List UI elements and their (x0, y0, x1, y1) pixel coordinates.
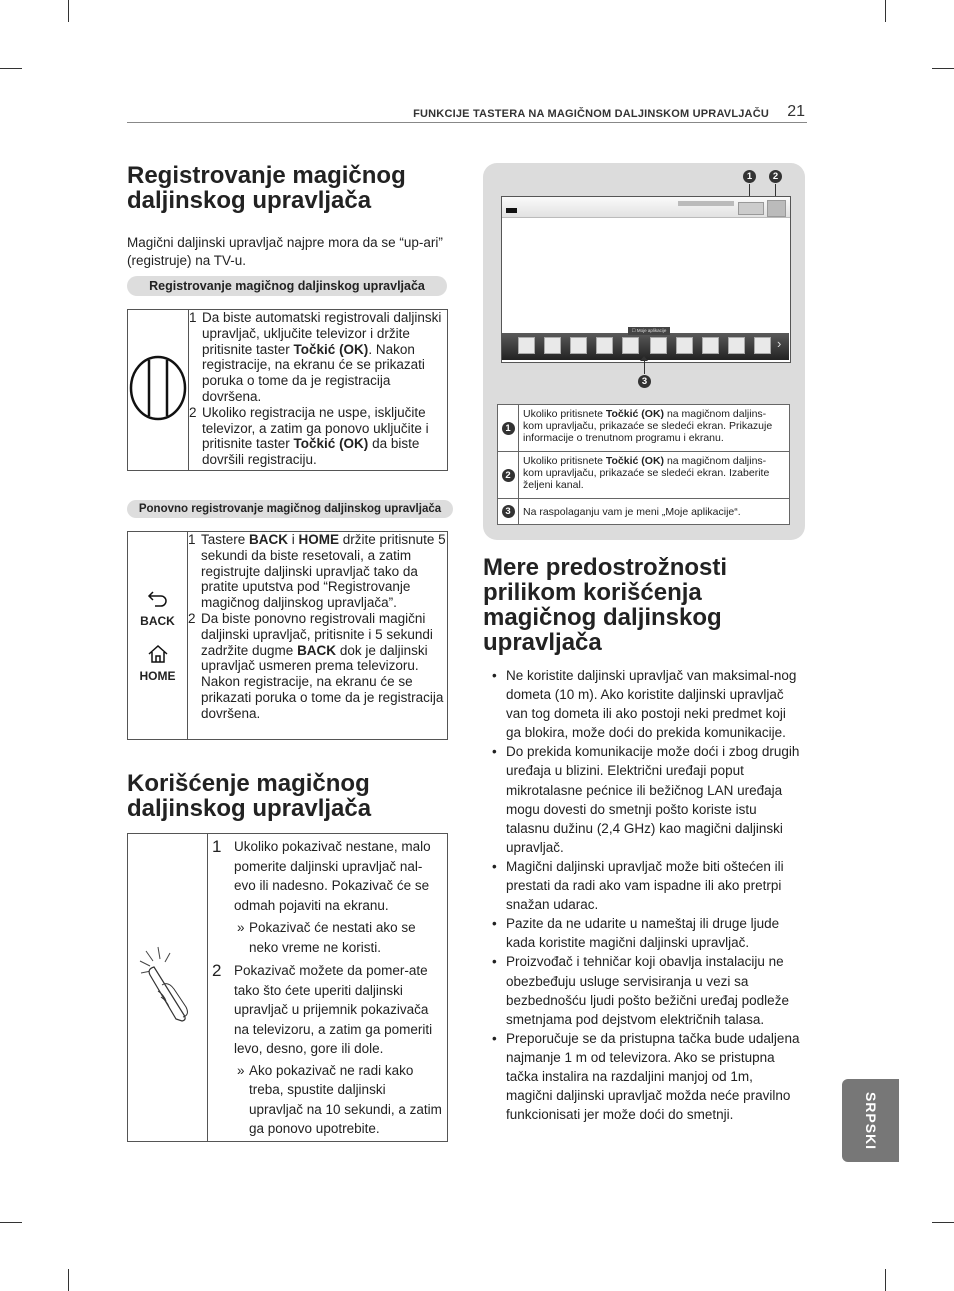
home-app-icon[interactable] (570, 337, 587, 354)
callout-1: 1 (743, 170, 756, 183)
screen-legend (497, 404, 790, 525)
usage-item-2-note: » Ako pokazivač ne radi kako treba, spustite daljinski upravljač na 10 sekundi, a zatim ga ponovo upotrebite. (237, 1062, 442, 1136)
language-tab (842, 1079, 899, 1162)
section-title-usage: Korišćenje magičnog daljinskog upravljača (127, 770, 372, 822)
reregistration-step-1: 1 Tastere BACK i HOME držite pritisnute 5 sekundi da biste resetovali, a zatim registrujte daljinski upravljač tako da pratite uputstva pod “Registrovanje magičnog daljinskog upravljača”. (188, 532, 446, 611)
channel-indicator (506, 208, 517, 213)
section-title-precautions: Mere predostrožnosti prilikom korišćenja magičnog daljinskog upravljača (483, 554, 728, 656)
scroll-right-icon[interactable]: › (777, 336, 782, 351)
back-home-cell (128, 532, 188, 740)
home-button-graphic: HOME (128, 644, 187, 683)
home-icon (147, 644, 169, 664)
wheel-button-icon (128, 343, 188, 433)
program-info-bar (678, 201, 734, 206)
reregistration-steps (188, 532, 448, 740)
language-tab-label: SRPSKI (862, 1091, 879, 1150)
pointer-illustration-cell (128, 834, 208, 1142)
callout-2: 2 (769, 170, 782, 183)
precaution-item: • Preporučuje se da pristupna tačka bude udaljena najmanje 1 m od televizora. Ako se pristupna tačka instalira na razdaljini manjoj od 1m, magični daljinski upravljač možda neće pravilno funkcionisati jer može doći do smetnji. (492, 1029, 802, 1124)
section-title-registration: Registrovanje magičnog daljinskog upravljača (127, 162, 406, 214)
precaution-item: • Proizvođač i tehničar koji obavlja instalaciju ne obezbeđuju usluge servisiranja u vezi sa bezbednošću ljudi pošto bežični uređaj podleže smetnjama pod dejstvom električnih talasa. (492, 952, 802, 1028)
precaution-item: • Pazite da ne udarite u nameštaj ili druge ljude kada koristite magični daljinski upravljač. (492, 914, 802, 952)
app-icon[interactable] (518, 337, 535, 354)
back-icon (146, 589, 170, 607)
app-icon[interactable] (754, 337, 771, 354)
reregistration-step-2: 2 Da biste ponovno registrovali magični daljinski upravljač, pritisnite i 5 sekundi zadržite dugme BACK dok je daljinski upravljač usmeren prema televizoru. Nakon registracije, na ekranu će se prikazati poruka o tome da je registracija dovršena. (188, 610, 444, 721)
usage-item-1-note: » Pokazivač će nestati ako se neko vreme ne koristi. (237, 920, 416, 955)
settings-app-icon[interactable] (544, 337, 561, 354)
box2-heading: Ponovno registrovanje magičnog daljinskog upravljača (127, 500, 453, 518)
app-icon[interactable] (702, 337, 719, 354)
reregistration-table (127, 531, 448, 740)
legend-row: 2 Ukoliko pritisnete Točkić (OK) na magičnom daljins-kom upravljaču, prikazaće se sledeći ekran. Izaberite željeni kanal. (498, 452, 790, 499)
page-header (127, 100, 807, 123)
usage-item-1: 1 Ukoliko pokazivač nestane, malo pomerite daljinski upravljač nal-evo ili nadesno. Pokazivač će se odmah pojaviti na ekranu. (212, 837, 431, 913)
registration-table (127, 309, 448, 471)
channel-list-button[interactable] (767, 200, 786, 217)
precaution-item: • Do prekida komunikacije može doći i zbog drugih uređaja u blizini. Električni uređaji poput mikrotalasne pećnice ili bežičnog LAN uređaja mogu dovesti do smetnji pošto koriste istu talasnu dužinu (2,4 GHz) kao magični daljinski upravljač. (492, 742, 802, 857)
app-icon[interactable] (596, 337, 613, 354)
registration-step-2: 2 Ukoliko registracija ne uspe, isključite televizor, a zatim ga ponovo uključite i pritisnite taster Točkić (OK) da biste dovršili registraciju. (189, 404, 429, 468)
precaution-item: • Ne koristite daljinski upravljač van maksimal-nog dometa (10 m). Ako koristite daljinski upravljač van tog dometa ili ako postoji neki predmet koji ga blokira, može doći do prekida komunikacije. (492, 666, 802, 742)
my-apps-tab[interactable]: ☐ Moje aplikacije (628, 327, 670, 335)
legend-row: 3 Na raspolaganju vam je meni „Moje aplikacije“. (498, 499, 790, 525)
registration-intro: Magični daljinski upravljač najpre mora da se “up-ari” (registruje) na TV-u. (127, 235, 443, 268)
usage-instructions (208, 834, 448, 1142)
header-title: FUNKCIJE TASTERA NA MAGIČNOM DALJINSKOM UPRAVLJAČU (413, 108, 769, 120)
page-number: 21 (787, 103, 805, 120)
app-icon[interactable] (676, 337, 693, 354)
registration-steps (189, 310, 448, 471)
box1-heading: Registrovanje magičnog daljinskog upravljača (127, 276, 447, 296)
usage-table (127, 833, 448, 1142)
screen-info-button[interactable] (738, 202, 764, 215)
callout-3: 3 (638, 375, 651, 388)
app-icon[interactable] (728, 337, 745, 354)
usage-item-2: 2 Pokazivač možete da pomer-ate tako što ćete uperiti daljinski upravljač u prijemnik pokazivača na televizoru, a zatim ga pomeriti levo, desno, gore ili dole. (212, 961, 433, 1056)
callout-3-arrow (640, 356, 648, 361)
back-button-graphic: BACK (128, 589, 187, 628)
precaution-item: • Magični daljinski upravljač može biti oštećen ili prestati da radi ako vam ispadne ili ako pretrpi snažan udarac. (492, 857, 802, 914)
hand-remote-illustration (138, 945, 198, 1025)
app-icon[interactable] (622, 337, 639, 354)
registration-step-1: 1 Da biste automatski registrovali daljinski upravljač, uključite televizor i držite pritisnite taster Točkić (OK). Nakon registracije, na ekranu će se prikazati poruka o tome da je registracija dovršena. (189, 310, 442, 404)
wheel-button-cell (128, 310, 189, 471)
legend-row: 1 Ukoliko pritisnete Točkić (OK) na magičnom daljins-kom upravljaču, prikazaće se sledeći ekran. Prikazuje informacije o trenutnom programu i ekranu. (498, 405, 790, 452)
app-icon[interactable] (650, 337, 667, 354)
precautions-list (492, 666, 802, 1124)
